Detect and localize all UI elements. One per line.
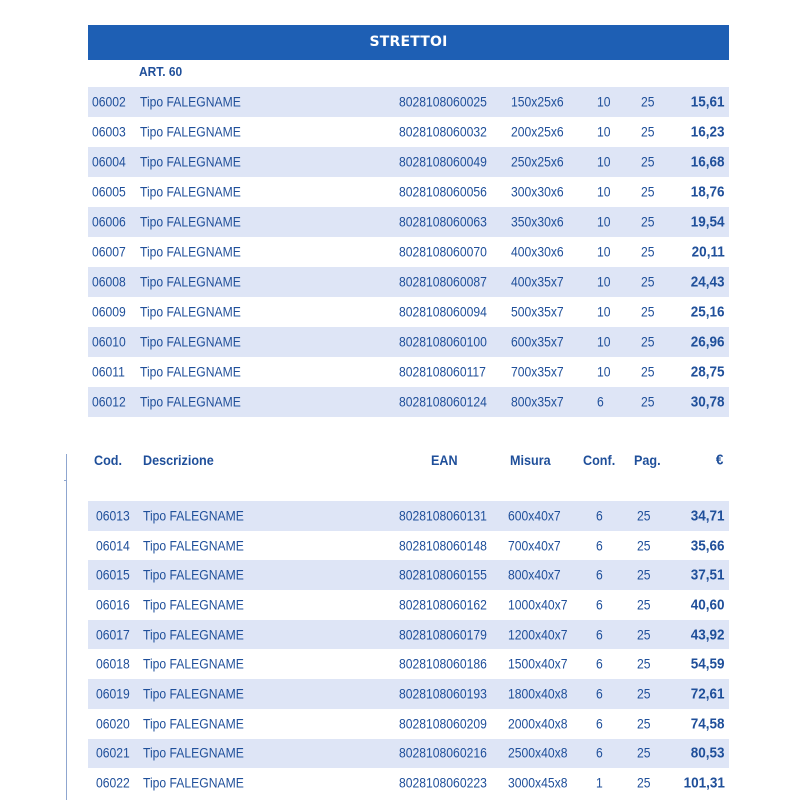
- product-description: Tipo FALEGNAME: [143, 775, 244, 791]
- product-page: 25: [637, 508, 651, 524]
- table-row: [88, 531, 729, 561]
- product-code: 06008: [92, 274, 126, 290]
- product-conf: 6: [597, 394, 604, 410]
- product-ean: 8028108060179: [399, 627, 487, 643]
- left-rule: [66, 454, 67, 800]
- product-conf: 10: [597, 184, 611, 200]
- product-price: 30,78: [691, 393, 725, 411]
- product-ean: 8028108060155: [399, 567, 487, 583]
- product-description: Tipo FALEGNAME: [140, 214, 241, 230]
- product-ean: 8028108060100: [399, 334, 487, 350]
- product-page: 25: [641, 274, 655, 290]
- product-page: 25: [641, 364, 655, 380]
- table-row: [88, 237, 729, 267]
- product-description: Tipo FALEGNAME: [140, 334, 241, 350]
- product-page: 25: [641, 244, 655, 260]
- product-ean: 8028108060117: [399, 364, 486, 380]
- header-currency: €: [715, 451, 723, 469]
- product-description: Tipo FALEGNAME: [140, 274, 241, 290]
- product-description: Tipo FALEGNAME: [143, 567, 244, 583]
- product-conf: 1: [596, 775, 603, 791]
- product-page: 25: [637, 686, 651, 702]
- product-code: 06012: [92, 394, 126, 410]
- product-price: 24,43: [691, 273, 725, 291]
- product-description: Tipo FALEGNAME: [143, 627, 244, 643]
- product-size: 600x35x7: [511, 334, 564, 350]
- product-code: 06005: [92, 184, 126, 200]
- product-size: 1000x40x7: [508, 597, 568, 613]
- table-row: [88, 709, 729, 739]
- product-ean: 8028108060094: [399, 304, 487, 320]
- product-conf: 6: [596, 656, 603, 672]
- product-page: 25: [641, 394, 655, 410]
- header-misura: Misura: [510, 452, 551, 468]
- product-code: 06013: [96, 508, 130, 524]
- product-conf: 6: [596, 627, 603, 643]
- product-price: 72,61: [691, 685, 725, 703]
- product-size: 150x25x6: [511, 94, 564, 110]
- product-code: 06021: [96, 745, 130, 761]
- product-price: 26,96: [691, 333, 725, 351]
- product-ean: 8028108060209: [399, 716, 487, 732]
- left-rule-tick: [64, 480, 67, 481]
- product-code: 06011: [92, 364, 125, 380]
- product-size: 700x35x7: [511, 364, 564, 380]
- product-conf: 6: [596, 538, 603, 554]
- product-price: 18,76: [691, 183, 725, 201]
- price-table-top: [88, 87, 729, 417]
- product-price: 34,71: [691, 507, 725, 525]
- product-code: 06015: [96, 567, 130, 583]
- product-ean: 8028108060070: [399, 244, 487, 260]
- header-conf: Conf.: [583, 452, 616, 468]
- product-ean: 8028108060063: [399, 214, 487, 230]
- product-description: Tipo FALEGNAME: [143, 508, 244, 524]
- product-code: 06002: [92, 94, 126, 110]
- table-row: [88, 117, 729, 147]
- product-description: Tipo FALEGNAME: [143, 716, 244, 732]
- product-conf: 10: [597, 124, 611, 140]
- product-size: 1800x40x8: [508, 686, 568, 702]
- product-size: 1200x40x7: [508, 627, 568, 643]
- product-conf: 10: [597, 364, 611, 380]
- product-code: 06019: [96, 686, 130, 702]
- product-price: 20,11: [691, 243, 725, 261]
- product-page: 25: [641, 334, 655, 350]
- product-code: 06006: [92, 214, 126, 230]
- product-page: 25: [637, 538, 651, 554]
- article-label: ART. 60: [139, 64, 183, 79]
- product-conf: 6: [596, 597, 603, 613]
- product-page: 25: [641, 304, 655, 320]
- table-row: [88, 327, 729, 357]
- product-description: Tipo FALEGNAME: [140, 394, 241, 410]
- product-code: 06014: [96, 538, 130, 554]
- product-price: 40,60: [691, 596, 725, 614]
- product-ean: 8028108060025: [399, 94, 487, 110]
- product-description: Tipo FALEGNAME: [140, 244, 241, 260]
- product-price: 25,16: [691, 303, 725, 321]
- product-size: 400x35x7: [511, 274, 564, 290]
- product-code: 06003: [92, 124, 126, 140]
- product-size: 300x30x6: [511, 184, 564, 200]
- product-size: 2000x40x8: [508, 716, 568, 732]
- product-price: 15,61: [691, 93, 725, 111]
- header-cod: Cod.: [94, 452, 122, 468]
- product-description: Tipo FALEGNAME: [140, 124, 241, 140]
- header-pag: Pag.: [634, 452, 661, 468]
- product-page: 25: [641, 214, 655, 230]
- product-ean: 8028108060216: [399, 745, 487, 761]
- product-description: Tipo FALEGNAME: [140, 304, 241, 320]
- product-size: 800x35x7: [511, 394, 564, 410]
- product-code: 06004: [92, 154, 126, 170]
- product-page: 25: [637, 656, 651, 672]
- product-description: Tipo FALEGNAME: [140, 364, 241, 380]
- product-price: 35,66: [691, 537, 725, 555]
- product-code: 06022: [96, 775, 130, 791]
- product-description: Tipo FALEGNAME: [140, 184, 241, 200]
- price-table-bottom: [88, 501, 729, 798]
- product-size: 600x40x7: [508, 508, 561, 524]
- product-conf: 10: [597, 154, 611, 170]
- table-row: [88, 590, 729, 620]
- table-row: [88, 679, 729, 709]
- product-page: 25: [641, 94, 655, 110]
- table-row: [88, 387, 729, 417]
- header-descrizione: Descrizione: [143, 452, 214, 468]
- product-conf: 10: [597, 214, 611, 230]
- product-ean: 8028108060148: [399, 538, 487, 554]
- product-size: 3000x45x8: [508, 775, 568, 791]
- product-conf: 6: [596, 716, 603, 732]
- product-price: 74,58: [691, 715, 725, 733]
- product-price: 101,31: [683, 774, 725, 792]
- product-code: 06009: [92, 304, 126, 320]
- table-row: [88, 177, 729, 207]
- product-conf: 6: [596, 686, 603, 702]
- product-description: Tipo FALEGNAME: [140, 94, 241, 110]
- table-row: [88, 357, 729, 387]
- product-size: 800x40x7: [508, 567, 561, 583]
- product-size: 200x25x6: [511, 124, 564, 140]
- product-size: 250x25x6: [511, 154, 564, 170]
- product-ean: 8028108060087: [399, 274, 487, 290]
- product-code: 06007: [92, 244, 126, 260]
- product-page: 25: [637, 745, 651, 761]
- product-conf: 10: [597, 274, 611, 290]
- product-page: 25: [641, 184, 655, 200]
- product-price: 54,59: [691, 655, 725, 673]
- table-row: [88, 147, 729, 177]
- table-row: [88, 620, 729, 650]
- product-conf: 10: [597, 334, 611, 350]
- product-ean: 8028108060193: [399, 686, 487, 702]
- product-size: 350x30x6: [511, 214, 564, 230]
- product-price: 37,51: [691, 566, 725, 584]
- product-ean: 8028108060124: [399, 394, 487, 410]
- product-description: Tipo FALEGNAME: [143, 686, 244, 702]
- product-description: Tipo FALEGNAME: [143, 656, 244, 672]
- product-code: 06018: [96, 656, 130, 672]
- table-row: [88, 560, 729, 590]
- product-description: Tipo FALEGNAME: [143, 538, 244, 554]
- table-row: [88, 297, 729, 327]
- product-page: 25: [637, 597, 651, 613]
- product-conf: 10: [597, 244, 611, 260]
- table-row: [88, 768, 729, 798]
- product-price: 43,92: [691, 626, 725, 644]
- product-price: 80,53: [691, 744, 725, 762]
- product-size: 2500x40x8: [508, 745, 568, 761]
- product-price: 28,75: [691, 363, 725, 381]
- product-ean: 8028108060049: [399, 154, 487, 170]
- product-code: 06017: [96, 627, 130, 643]
- product-conf: 10: [597, 94, 611, 110]
- product-description: Tipo FALEGNAME: [143, 597, 244, 613]
- product-page: 25: [641, 154, 655, 170]
- product-size: 700x40x7: [508, 538, 561, 554]
- product-ean: 8028108060032: [399, 124, 487, 140]
- product-description: Tipo FALEGNAME: [143, 745, 244, 761]
- product-ean: 8028108060223: [399, 775, 487, 791]
- product-conf: 6: [596, 508, 603, 524]
- table-row: [88, 501, 729, 531]
- product-page: 25: [637, 716, 651, 732]
- product-price: 16,68: [691, 153, 725, 171]
- table-row: [88, 267, 729, 297]
- product-page: 25: [637, 567, 651, 583]
- product-price: 19,54: [691, 213, 725, 231]
- product-conf: 10: [597, 304, 611, 320]
- product-ean: 8028108060186: [399, 656, 487, 672]
- section-title: STRETTOI: [88, 25, 729, 60]
- product-conf: 6: [596, 567, 603, 583]
- table-row: [88, 739, 729, 769]
- product-conf: 6: [596, 745, 603, 761]
- product-page: 25: [637, 775, 651, 791]
- product-page: 25: [637, 627, 651, 643]
- product-price: 16,23: [691, 123, 725, 141]
- table-header-row: [88, 446, 729, 474]
- product-page: 25: [641, 124, 655, 140]
- product-code: 06020: [96, 716, 130, 732]
- product-description: Tipo FALEGNAME: [140, 154, 241, 170]
- table-row: [88, 649, 729, 679]
- table-row: [88, 207, 729, 237]
- product-size: 1500x40x7: [508, 656, 568, 672]
- product-ean: 8028108060131: [399, 508, 487, 524]
- product-size: 400x30x6: [511, 244, 564, 260]
- product-code: 06010: [92, 334, 126, 350]
- product-size: 500x35x7: [511, 304, 564, 320]
- product-code: 06016: [96, 597, 130, 613]
- table-row: [88, 87, 729, 117]
- product-ean: 8028108060056: [399, 184, 487, 200]
- header-ean: EAN: [431, 452, 458, 468]
- product-ean: 8028108060162: [399, 597, 487, 613]
